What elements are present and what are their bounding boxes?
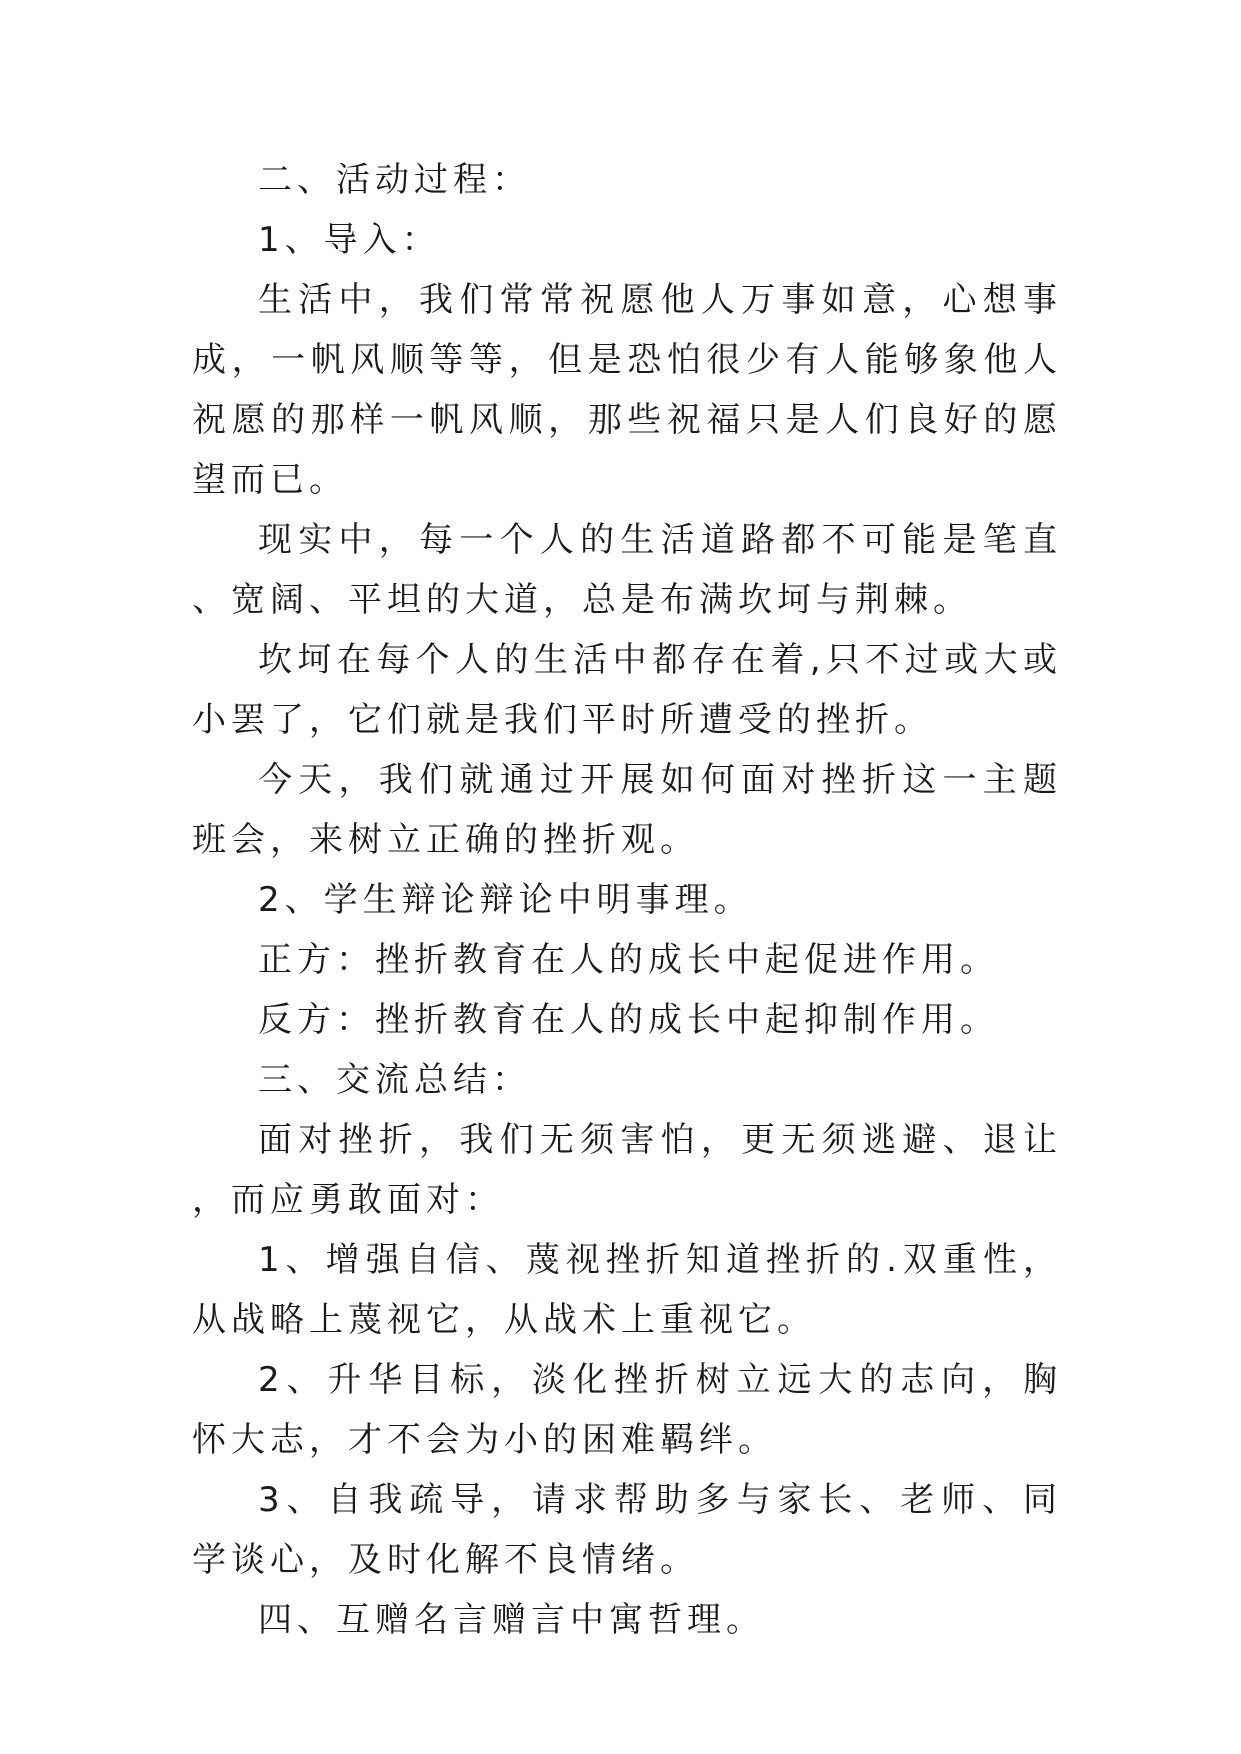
paragraph-setbacks: 坎坷在每个人的生活中都存在着,只不过或大或小罢了，它们就是我们平时所遭受的挫折。 xyxy=(192,640,1062,740)
paragraph-affirmative: 正方：挫折教育在人的成长中起促进作用。 xyxy=(258,940,999,980)
list-item-goals: 2、升华目标，淡化挫折树立远大的志向，胸怀大志，才不会为小的困难羁绊。 xyxy=(192,1360,1062,1460)
subheading-debate: 2、学生辩论辩论中明事理。 xyxy=(258,880,753,920)
paragraph-negative: 反方：挫折教育在人的成长中起抑制作用。 xyxy=(258,1000,999,1040)
document-body xyxy=(192,150,1062,1650)
list-item-self-guidance: 3、自我疏导，请求帮助多与家长、老师、同学谈心，及时化解不良情绪。 xyxy=(192,1480,1062,1580)
section-heading-quotes: 四、互赠名言赠言中寓哲理。 xyxy=(258,1600,765,1640)
paragraph-face-setbacks: 面对挫折，我们无须害怕，更无须逃避、退让，而应勇敢面对： xyxy=(192,1120,1062,1220)
list-item-confidence: 1、增强自信、蔑视挫折知道挫折的.双重性，从战略上蔑视它，从战术上重视它。 xyxy=(192,1240,1062,1340)
paragraph-today: 今天，我们就通过开展如何面对挫折这一主题班会，来树立正确的挫折观。 xyxy=(192,760,1062,860)
section-heading-summary: 三、交流总结： xyxy=(258,1060,531,1100)
subheading-introduction: 1、导入： xyxy=(258,220,441,260)
paragraph-reality: 现实中，每一个人的生活道路都不可能是笔直、宽阔、平坦的大道，总是布满坎坷与荆棘。 xyxy=(192,520,1062,620)
paragraph-wishes: 生活中，我们常常祝愿他人万事如意，心想事成，一帆风顺等等，但是恐怕很少有人能够象他人祝愿的那样一帆风顺，那些祝福只是人们良好的愿望而已。 xyxy=(192,280,1062,500)
section-heading-activity-process: 二、活动过程： xyxy=(258,160,531,200)
